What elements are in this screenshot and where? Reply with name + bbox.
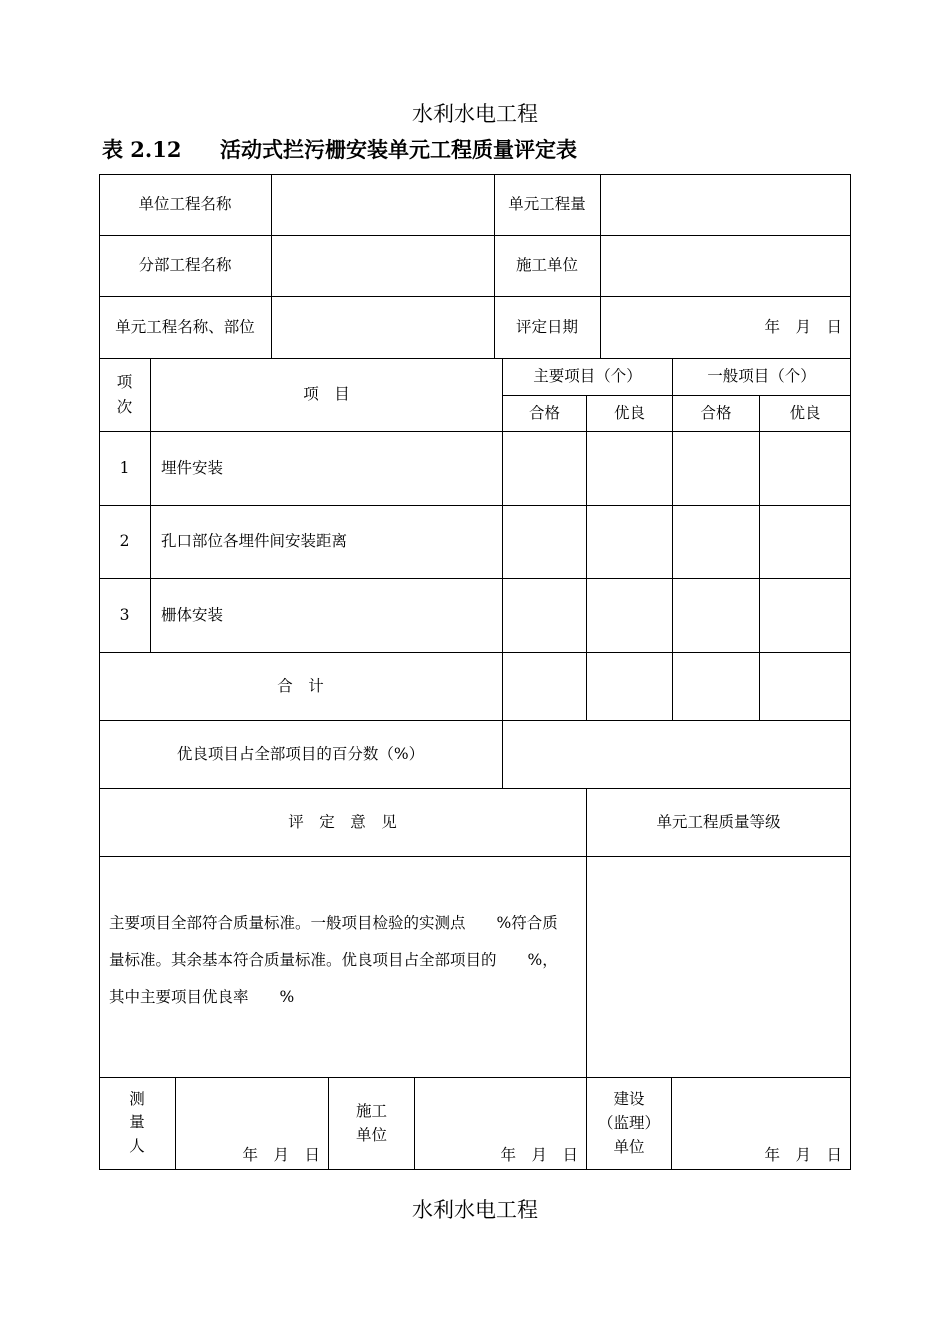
percent-label: 优良项目占全部项目的百分数（%）: [176, 744, 425, 763]
owner-supervisor-date[interactable]: 年 月 日: [764, 1145, 842, 1164]
general-qualified-header: 合格: [700, 403, 732, 422]
element-name-location-field[interactable]: [272, 296, 494, 358]
quality-grade-field[interactable]: [587, 857, 850, 1077]
construction-unit-sign-label: 施工 单位: [355, 1101, 387, 1144]
percent-field[interactable]: [503, 720, 850, 788]
total-label: 合 计: [277, 676, 324, 695]
unit-project-name-field[interactable]: [272, 174, 494, 235]
row-item-name: 孔口部位各埋件间安装距离: [161, 532, 348, 551]
surveyor-label: 测 量 人: [129, 1090, 145, 1155]
row-item-name: 埋件安装: [161, 458, 224, 477]
page-title: [102, 134, 577, 164]
general-excellent-header: 优良: [789, 403, 821, 422]
table-title: 活动式拦污栅安装单元工程质量评定表: [220, 137, 577, 162]
opinion-line: 其中主要项目优良率 %: [109, 988, 295, 1006]
opinion-line: 主要项目全部符合质量标准。一般项目检验的实测点 %符合质: [109, 914, 558, 932]
row-number: 1: [119, 458, 130, 477]
row-number: 2: [119, 532, 130, 551]
page-footer: 水利水电工程: [412, 1198, 538, 1222]
element-name-location-label: 单元工程名称、部位: [115, 317, 255, 336]
row-item-name: 栅体安装: [161, 605, 224, 624]
opinion-header: 评 定 意 见: [288, 812, 397, 831]
unit-element-qty-label: 单元工程量: [508, 195, 586, 214]
page-header: 水利水电工程: [412, 102, 538, 126]
table-number: 表 2.12: [102, 137, 182, 162]
construction-unit-date[interactable]: 年 月 日: [500, 1145, 578, 1164]
opinion-line: 量标准。其余基本符合质量标准。优良项目占全部项目的 %，: [109, 951, 558, 969]
seq-header: 项 次: [116, 373, 133, 416]
assessment-date-label: 评定日期: [515, 317, 578, 336]
major-items-header: 主要项目（个）: [533, 367, 642, 386]
owner-supervisor-label: 建设 （监理） 单位: [597, 1089, 660, 1156]
unit-project-name-label: 单位工程名称: [138, 195, 232, 214]
major-qualified-header: 合格: [528, 403, 560, 422]
opinion-text: [109, 905, 585, 1016]
construction-unit-label: 施工单位: [515, 256, 578, 275]
assessment-date-field[interactable]: 年 月 日: [764, 317, 842, 336]
quality-grade-header: 单元工程质量等级: [656, 812, 781, 831]
construction-unit-field[interactable]: [601, 235, 850, 296]
division-project-name-label: 分部工程名称: [138, 256, 232, 275]
surveyor-date[interactable]: 年 月 日: [242, 1145, 320, 1164]
division-project-name-field[interactable]: [272, 235, 494, 296]
row-number: 3: [119, 605, 130, 624]
major-excellent-header: 优良: [613, 403, 645, 422]
item-header: 项 目: [303, 385, 350, 404]
unit-element-qty-field[interactable]: [601, 174, 850, 235]
general-items-header: 一般项目（个）: [707, 367, 816, 386]
